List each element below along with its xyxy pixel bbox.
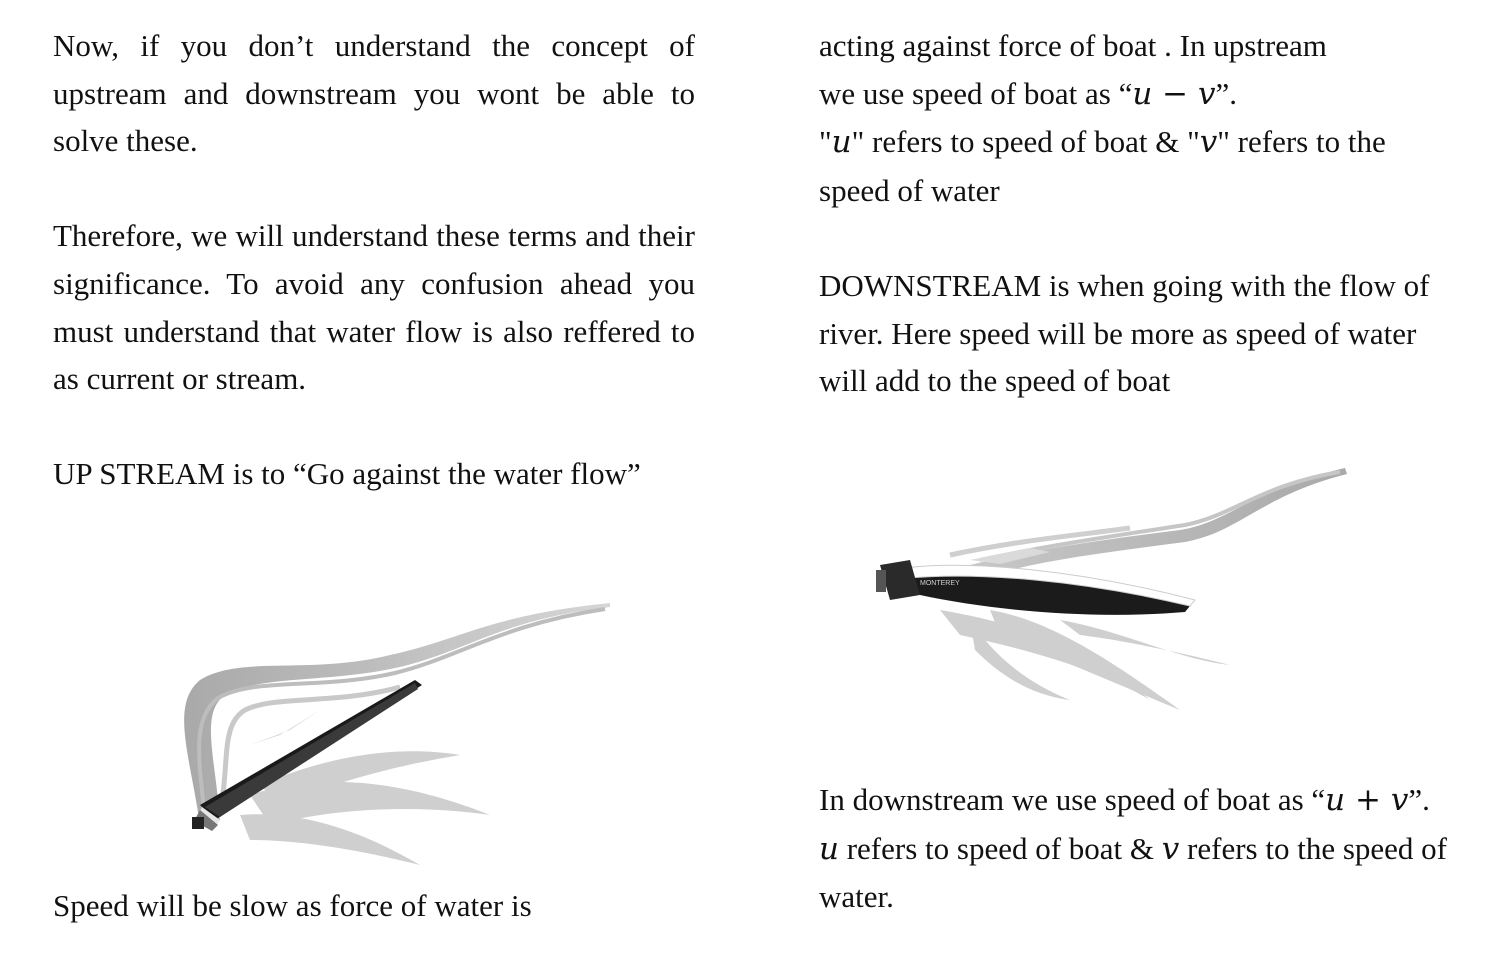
v-symbol: v: [1199, 124, 1218, 161]
downstream-boat-image: [850, 460, 1360, 720]
upstream-formula: u − v: [1132, 75, 1216, 112]
terms-paragraph: Therefore, we will understand these terms and their significance. To avoid any confusion ahead you must understand that water flow is also reffered to as current or stream.: [53, 218, 695, 397]
downstream-formula-paragraph: [819, 776, 1449, 921]
downstream-formula: u + v: [1325, 782, 1409, 818]
right-column: [819, 22, 1449, 405]
downstream-text-d: refers to the speed of water.: [819, 830, 1447, 915]
downstream-text-c: refers to speed of boat &: [838, 830, 1162, 866]
upstream-line-2a: we use speed of boat as “: [819, 75, 1133, 111]
downstream-definition: DOWNSTREAM is when going with the flow of river. Here speed will be more as speed of water will add to the speed of boat: [819, 267, 1430, 399]
intro-paragraph: Now, if you don’t understand the concept of upstream and downstream you wont be able to solve these.: [53, 28, 695, 159]
variable-explanation-end: " refers to the speed of water: [819, 124, 1386, 208]
upstream-formula-paragraph: [819, 22, 1449, 214]
upstream-speed-text: Speed will be slow as force of water is: [53, 888, 532, 923]
u-symbol: u: [831, 124, 852, 161]
boat-brand-label: MONTEREY: [920, 580, 960, 587]
downstream-text-a: In downstream we use speed of boat as “: [819, 782, 1326, 817]
variable-explanation-mid: " refers to speed of boat & ": [851, 124, 1200, 160]
downstream-text-b: ”.: [1408, 782, 1430, 817]
upstream-definition: UP STREAM is to “Go against the water flow”: [53, 456, 641, 492]
v-symbol-2: v: [1161, 830, 1180, 867]
upstream-line-1: acting against force of boat . In upstream: [819, 28, 1327, 63]
u-symbol-2: u: [819, 830, 839, 867]
left-column: [53, 22, 695, 498]
quote-open: ": [819, 124, 832, 160]
upstream-boat-image: [160, 595, 630, 875]
upstream-line-2b: ”.: [1215, 75, 1238, 111]
